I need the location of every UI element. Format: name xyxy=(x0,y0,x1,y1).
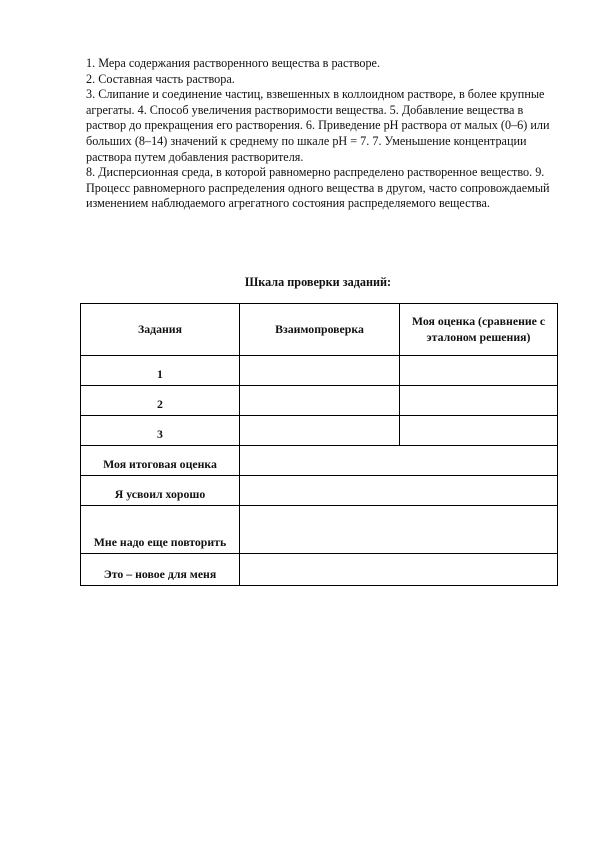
new-for-me-cell[interactable] xyxy=(240,554,558,586)
definition-items-8-9: 8. Дисперсионная среда, в которой равномерно распределено растворенное вещество. 9. Процесс равномерного распределения одного вещества в другом, часто сопровождаемый изменением наблюдаемого агрегатного состояния распределяемого вещества. xyxy=(86,165,550,211)
definition-items-3-7: 3. Слипание и соединение частиц, взвешенных в коллоидном растворе, в более крупные агрегаты. 4. Способ увеличения растворимости вещества. 5. Добавление вещества в раствор до прекращения его растворения. 6. Приведение pH раствора от малых (0–6) или больших (8–14) значений к среднему по шкале pH = 7. 7. Уменьшение концентрации раствора путем добавления растворителя. xyxy=(86,87,550,164)
learned-well-cell[interactable] xyxy=(240,476,558,506)
task-check-table xyxy=(80,303,558,586)
table-row xyxy=(81,506,558,554)
summary-label-final-grade: Моя итоговая оценка xyxy=(81,446,240,476)
table-title: Шкала проверки заданий: xyxy=(244,275,392,289)
table-row xyxy=(81,446,558,476)
task-number: 2 xyxy=(81,386,240,416)
table-row xyxy=(81,386,558,416)
need-review-cell[interactable] xyxy=(240,506,558,554)
final-grade-cell[interactable] xyxy=(240,446,558,476)
summary-label-learned-well: Я усвоил хорошо xyxy=(81,476,240,506)
table-row xyxy=(81,554,558,586)
task-number: 1 xyxy=(81,356,240,386)
summary-label-new-for-me: Это – новое для меня xyxy=(81,554,240,586)
header-my-grade: Моя оценка (сравнение с эталоном решения) xyxy=(400,304,558,356)
summary-label-need-review: Мне надо еще повторить xyxy=(81,506,240,554)
peer-check-cell[interactable] xyxy=(240,386,400,416)
definitions-list xyxy=(86,56,556,212)
task-number: 3 xyxy=(81,416,240,446)
definition-item-2: 2. Составная часть раствора. xyxy=(86,71,235,86)
definition-item-1: 1. Мера содержания растворенного вещества в растворе. xyxy=(86,56,381,70)
peer-check-cell[interactable] xyxy=(240,416,400,446)
header-tasks: Задания xyxy=(81,304,240,356)
table-row xyxy=(81,416,558,446)
my-grade-cell[interactable] xyxy=(400,356,558,386)
table-header-row xyxy=(81,304,558,356)
header-peer-check: Взаимопроверка xyxy=(240,304,400,356)
table-row xyxy=(81,476,558,506)
peer-check-cell[interactable] xyxy=(240,356,400,386)
table-row xyxy=(81,356,558,386)
my-grade-cell[interactable] xyxy=(400,416,558,446)
my-grade-cell[interactable] xyxy=(400,386,558,416)
